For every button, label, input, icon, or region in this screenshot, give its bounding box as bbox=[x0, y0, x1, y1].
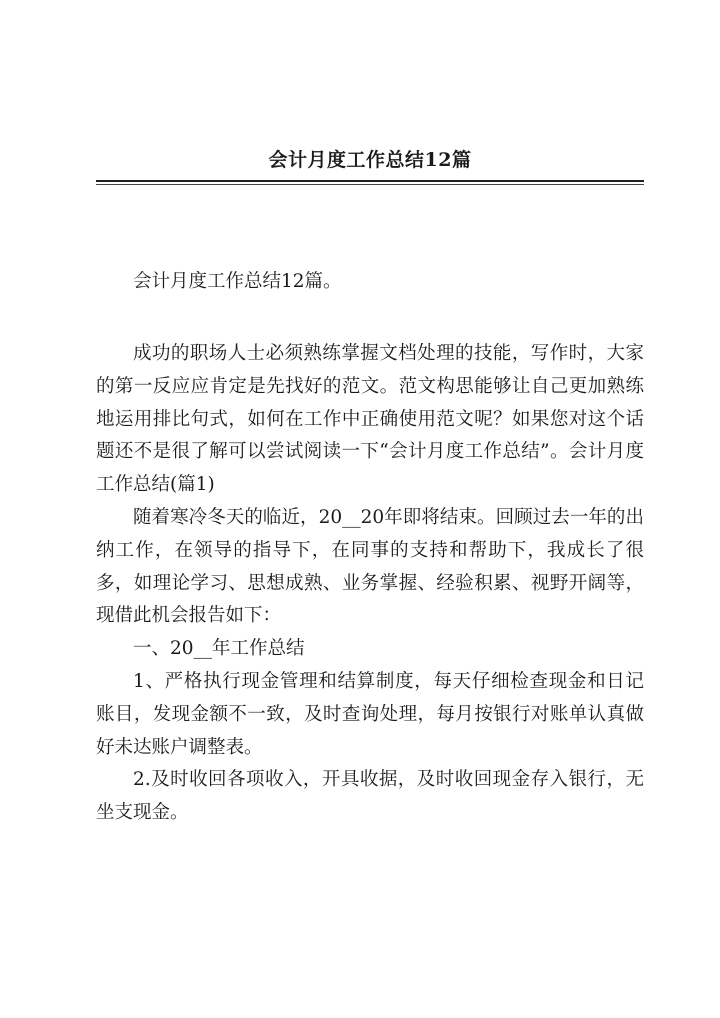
intro-block bbox=[96, 266, 644, 299]
document-title: 会计月度工作总结12篇 bbox=[268, 149, 472, 171]
section-heading-work-summary: 一、20__年工作总结 bbox=[133, 638, 305, 660]
list-item-income-collection: 2.及时收回各项收入，开具收据，及时收回现金存入银行，无坐支现金。 bbox=[96, 769, 644, 824]
list-item-cash-management: 1、严格执行现金管理和结算制度，每天仔细检查现金和日记账目，发现金额不一致，及时查询处理，每月按银行对账单认真做好未达账户调整表。 bbox=[96, 670, 644, 758]
intro-paragraph: 会计月度工作总结12篇。 bbox=[133, 271, 342, 292]
title-divider bbox=[96, 180, 644, 182]
title-divider-thin bbox=[96, 184, 644, 185]
paragraph-opening: 成功的职场人士必须熟练掌握文档处理的技能，写作时，大家的第一反应应肯定是先找好的范文。范文构思能够让自己更加熟练地运用排比句式，如何在工作中正确使用范文呢？如果您对这个话题还不是很了解可以尝试阅读一下“会计月度工作总结”。会计月度工作总结(篇1) bbox=[96, 343, 644, 496]
paragraph-year-review: 随着寒冷冬天的临近，20__20年即将结束。回顾过去一年的出纳工作，在领导的指导下，在同事的支持和帮助下，我成长了很多，如理论学习、思想成熟、业务掌握、经验积累、视野开阔等，现借此机会报告如下： bbox=[96, 506, 644, 627]
body-content bbox=[96, 338, 644, 830]
